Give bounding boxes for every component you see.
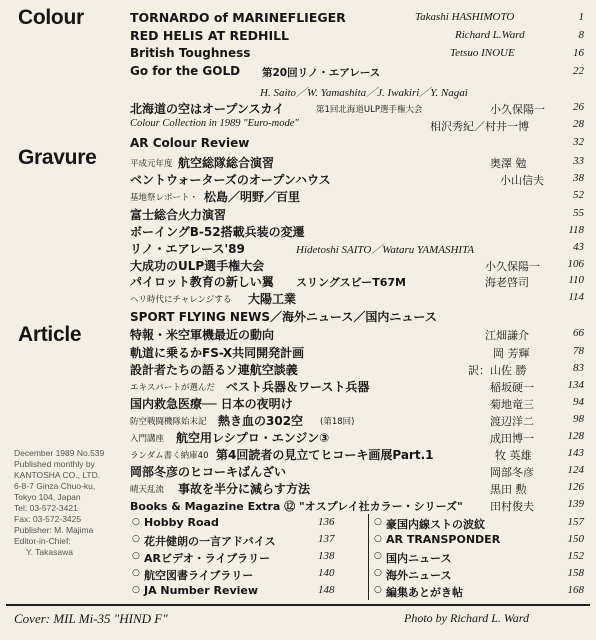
toc-author: 相沢秀紀／村井一博: [430, 120, 529, 133]
toc-title: Books & Magazine Extra ⑫ "オスプレイ社カラー・シリーズ": [130, 500, 463, 513]
toc-page: 83: [573, 362, 584, 374]
toc-subtitle: (第18回): [320, 417, 355, 427]
toc-author: 成田博一: [490, 432, 534, 445]
toc-page: 139: [567, 498, 584, 510]
toc-title: 事故を半分に減らす方法: [178, 482, 311, 496]
toc-page: 22: [573, 65, 584, 77]
toc-page: 94: [573, 396, 584, 408]
toc-page: 33: [573, 155, 584, 167]
toc-page: 32: [573, 136, 584, 148]
toc-title: 国内救急医療── 日本の夜明け: [130, 397, 293, 411]
toc-page: 158: [567, 567, 584, 579]
toc-author: 訳：山佐 勝: [468, 364, 527, 377]
toc-author: H. Saito／W. Yamashita／J. Iwakiri／Y. Nagai: [260, 87, 468, 99]
bullet-icon: ○: [132, 534, 140, 544]
toc-title: 海外ニュース: [386, 569, 452, 582]
toc-page: 98: [573, 413, 584, 425]
toc-title: 松島／明野／百里: [204, 190, 301, 204]
toc-title: AR Colour Review: [130, 136, 250, 150]
toc-author: 稲坂硬一: [490, 381, 534, 394]
toc-page: 138: [318, 550, 335, 562]
toc-page: 136: [318, 516, 335, 528]
toc-prefix: 防空戦闘機隊始末記: [130, 417, 207, 427]
toc-author: Hidetoshi SAITO／Wataru YAMASHITA: [296, 244, 475, 256]
toc-author: Tetsuo INOUE: [450, 47, 515, 59]
section-gravure: Gravure: [18, 146, 97, 169]
toc-author: 奥澤 勉: [490, 157, 527, 170]
toc-page: 1: [578, 11, 584, 23]
toc-title: ボーイングB-52搭載兵装の変遷: [130, 225, 305, 239]
imprint: [14, 448, 104, 558]
toc-title: 大陽工業: [248, 292, 297, 306]
toc-author: 小久保陽一: [490, 103, 545, 116]
toc-title: British Toughness: [130, 46, 251, 60]
toc-page: 137: [318, 533, 335, 545]
toc-page: 134: [567, 379, 584, 391]
toc-title: 熱き血の302空: [218, 414, 304, 428]
toc-title: Go for the GOLD: [130, 64, 241, 78]
section-colour: Colour: [18, 6, 84, 29]
toc-title: 北海道の空はオープンスカイ: [130, 102, 285, 116]
toc-title: 国内ニュース: [386, 552, 452, 565]
toc-author: Richard L.Ward: [455, 29, 525, 41]
imprint-line: Published monthly by: [14, 459, 95, 469]
bullet-icon: ○: [374, 551, 382, 561]
bullet-icon: ○: [374, 517, 382, 527]
toc-title: 岡部冬彦のヒコーキばんざい: [130, 465, 287, 479]
toc-author: 岡部冬彦: [490, 466, 534, 479]
toc-page: 78: [573, 345, 584, 357]
toc-page: 110: [568, 274, 584, 286]
imprint-line: Publisher: M. Majima: [14, 525, 94, 535]
toc-page: 157: [567, 516, 584, 528]
toc-author: 田村俊夫: [490, 500, 534, 513]
toc-page: 148: [318, 584, 335, 596]
toc-author: 江畑謙介: [485, 329, 529, 342]
toc-title: 航空総隊総合演習: [178, 156, 275, 170]
bullet-icon: ○: [132, 551, 140, 561]
bullet-icon: ○: [374, 534, 382, 544]
toc-page: 114: [568, 291, 584, 303]
toc-page: 152: [567, 550, 584, 562]
cover-credit: Cover: MIL Mi-35 "HIND F": [14, 611, 168, 626]
toc-page: 43: [573, 241, 584, 253]
toc-title: 豪国内線ストの波紋: [386, 518, 485, 531]
toc-author: 岡 芳輝: [493, 347, 530, 360]
imprint-line: Tel: 03-572-3421: [14, 503, 78, 513]
imprint-line: Editor-in-Chief:: [14, 536, 71, 546]
toc-page: 128: [567, 430, 584, 442]
toc-title: 編集あとがき帖: [386, 586, 463, 599]
toc-title: SPORT FLYING NEWS／海外ニュース／国内ニュース: [130, 310, 437, 324]
toc-title: ベントウォーターズのオープンハウス: [130, 173, 331, 187]
toc-title: 大成功のULP選手権大会: [130, 259, 265, 273]
toc-title: 特報・米空軍機最近の動向: [130, 328, 275, 342]
toc-page: 140: [318, 567, 335, 579]
toc-author: 牧 英雄: [495, 449, 532, 462]
toc-page: 106: [567, 258, 584, 270]
toc-page: 118: [568, 224, 584, 236]
toc-subtitle: 第20回リノ・エアレース: [262, 67, 381, 79]
imprint-line: December 1989 No.539: [14, 448, 105, 458]
toc-author: 黒田 勲: [490, 483, 527, 496]
toc-page: 16: [573, 47, 584, 59]
toc-page: 52: [573, 189, 584, 201]
bullet-icon: ○: [132, 585, 140, 595]
toc-title: Hobby Road: [144, 516, 219, 529]
toc-prefix: ヘリ時代にチャレンジする: [130, 295, 232, 305]
toc-page: 150: [567, 533, 584, 545]
section-article: Article: [18, 323, 82, 346]
bullet-icon: ○: [132, 517, 140, 527]
imprint-line: KANTOSHA CO., LTD.: [14, 470, 101, 480]
toc-title: リノ・エアレース'89: [130, 242, 245, 256]
toc-page: 38: [573, 172, 584, 184]
toc-author: 小山信夫: [500, 174, 544, 187]
toc-page: 124: [567, 464, 584, 476]
toc-title: AR TRANSPONDER: [386, 533, 501, 546]
toc-title: RED HELIS AT REDHILL: [130, 28, 290, 43]
imprint-line: Fax: 03-572-3425: [14, 514, 82, 524]
toc-prefix: 平成元年度: [130, 159, 173, 169]
toc-title: JA Number Review: [144, 584, 259, 597]
photo-credit: Photo by Richard L. Ward: [404, 611, 529, 625]
toc-page: 143: [567, 447, 584, 459]
toc-title: パイロット教育の新しい翼: [130, 275, 274, 289]
toc-page: 66: [573, 327, 584, 339]
toc-page: 8: [578, 29, 584, 41]
column-divider: [368, 514, 369, 600]
bullet-icon: ○: [374, 568, 382, 578]
toc-title: 第4回読者の見立てヒコーキ画展Part.1: [216, 448, 434, 462]
toc-prefix: 晴天乱流: [130, 485, 165, 495]
toc-title: Colour Collection in 1989 "Euro-mode": [130, 118, 299, 129]
toc-subtitle: 第1回北海道ULP選手権大会: [316, 105, 423, 115]
toc-page: 168: [567, 584, 584, 596]
toc-page: 26: [573, 101, 584, 113]
toc-title: 富士総合火力演習: [130, 208, 227, 222]
bullet-icon: ○: [374, 585, 382, 595]
toc-author: Takashi HASHIMOTO: [415, 11, 515, 23]
toc-subtitle: スリングスビーT67M: [296, 276, 406, 289]
toc-prefix: エキスパートが選んだ: [130, 383, 215, 393]
toc-title: ARビデオ・ライブラリー: [144, 552, 271, 565]
toc-author: 菊地竜三: [490, 398, 534, 411]
toc-title: TORNARDO of MARINEFLIEGER: [130, 10, 346, 25]
toc-title: ベスト兵器＆ワースト兵器: [226, 380, 370, 394]
toc-prefix: 基地祭レポート・: [130, 193, 199, 203]
toc-page: 55: [573, 207, 584, 219]
toc-author: 渡辺洋二: [490, 415, 534, 428]
toc-prefix: 入門講座: [130, 434, 165, 444]
toc-author: 小久保陽一: [485, 260, 540, 273]
imprint-line: Y. Takasawa: [26, 547, 73, 557]
toc-title: 設計者たちの語るソ連航空談義: [130, 363, 298, 377]
toc-page: 126: [567, 481, 584, 493]
toc-prefix: ランダム書く納庫40: [130, 451, 209, 461]
toc-title: 花井健朗の一言アドバイス: [144, 535, 276, 548]
toc-title: 航空用レシプロ・エンジン③: [176, 431, 330, 445]
imprint-line: Tokyo 104, Japan: [14, 492, 81, 502]
toc-author: 海老啓司: [485, 276, 529, 289]
toc-title: 軌道に乗るかFS-X共同開発計画: [130, 346, 305, 360]
toc-page: 28: [573, 118, 584, 130]
footer-rule: [6, 604, 590, 606]
imprint-line: 6-8-7 Ginza Chuo-ku,: [14, 481, 96, 491]
bullet-icon: ○: [132, 568, 140, 578]
toc-title: 航空図書ライブラリー: [144, 569, 254, 582]
